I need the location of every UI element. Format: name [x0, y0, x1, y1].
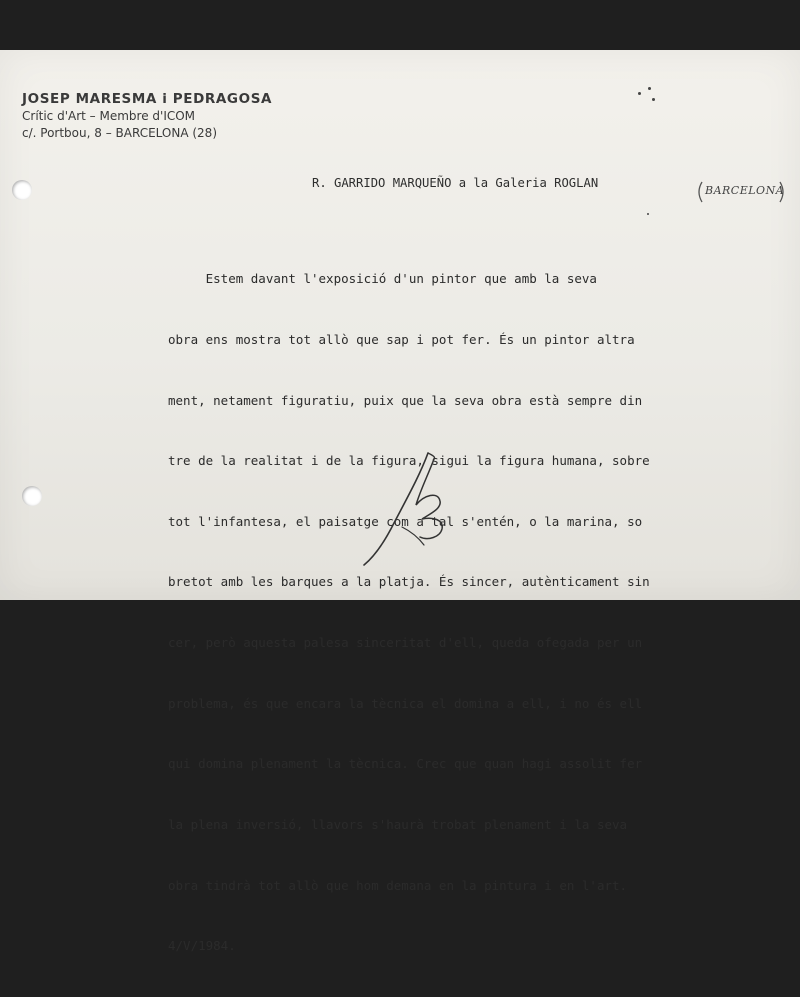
text-line: obra ens mostra tot allò que sap i pot fer. És un pintor altra — [168, 332, 635, 348]
ink-speck — [652, 98, 655, 101]
text-line: Estem davant l'exposició d'un pintor que amb la seva — [168, 271, 597, 287]
ink-speck — [647, 213, 649, 215]
text-line: qui domina plenament la tècnica. Crec que quan hagi assolit fer — [168, 756, 643, 772]
text-line: la plena inversió, llavors s'haurà trobat plenament i la seva — [168, 816, 628, 832]
text-line: tot l'infantesa, el paisatge com a tal s'entén, o la marina, so — [168, 513, 643, 529]
text-line: bretot amb les barques a la platja. És sincer, autènticament sin — [168, 574, 650, 590]
punch-hole — [12, 180, 32, 200]
text-line: tre de la realitat i de la figura, sigui la figura humana, sobre — [168, 453, 650, 469]
text-line: obra tindrà tot allò que hom demana en la pintura i en l'art. — [168, 877, 628, 893]
letterhead-role: Crític d'Art – Membre d'ICOM — [22, 109, 196, 123]
letterhead-name: JOSEP MARESMA i PEDRAGOSA — [22, 91, 273, 107]
handwritten-note — [696, 180, 786, 204]
handwritten-note-text: BARCELONA — [705, 184, 785, 197]
review-text — [168, 229, 788, 997]
letterhead — [22, 90, 272, 142]
signature-icon — [358, 445, 468, 570]
punch-hole — [22, 486, 42, 506]
text-line: problema, és que encara la tècnica el domina a ell, i no és ell — [168, 695, 643, 711]
text-line: ment, netament figuratiu, puix que la seva obra està sempre din — [168, 392, 643, 408]
date-line: 4/V/1984. — [168, 938, 236, 954]
ink-speck — [638, 92, 641, 95]
text-line: cer, però aquesta palesa sinceritat d'ell, queda ofegada per un — [168, 635, 643, 651]
letterhead-address: c/. Portbou, 8 – BARCELONA (28) — [22, 126, 217, 140]
exhibition-title: R. GARRIDO MARQUEÑO a la Galeria ROGLAN — [312, 176, 599, 190]
ink-speck — [648, 87, 651, 90]
